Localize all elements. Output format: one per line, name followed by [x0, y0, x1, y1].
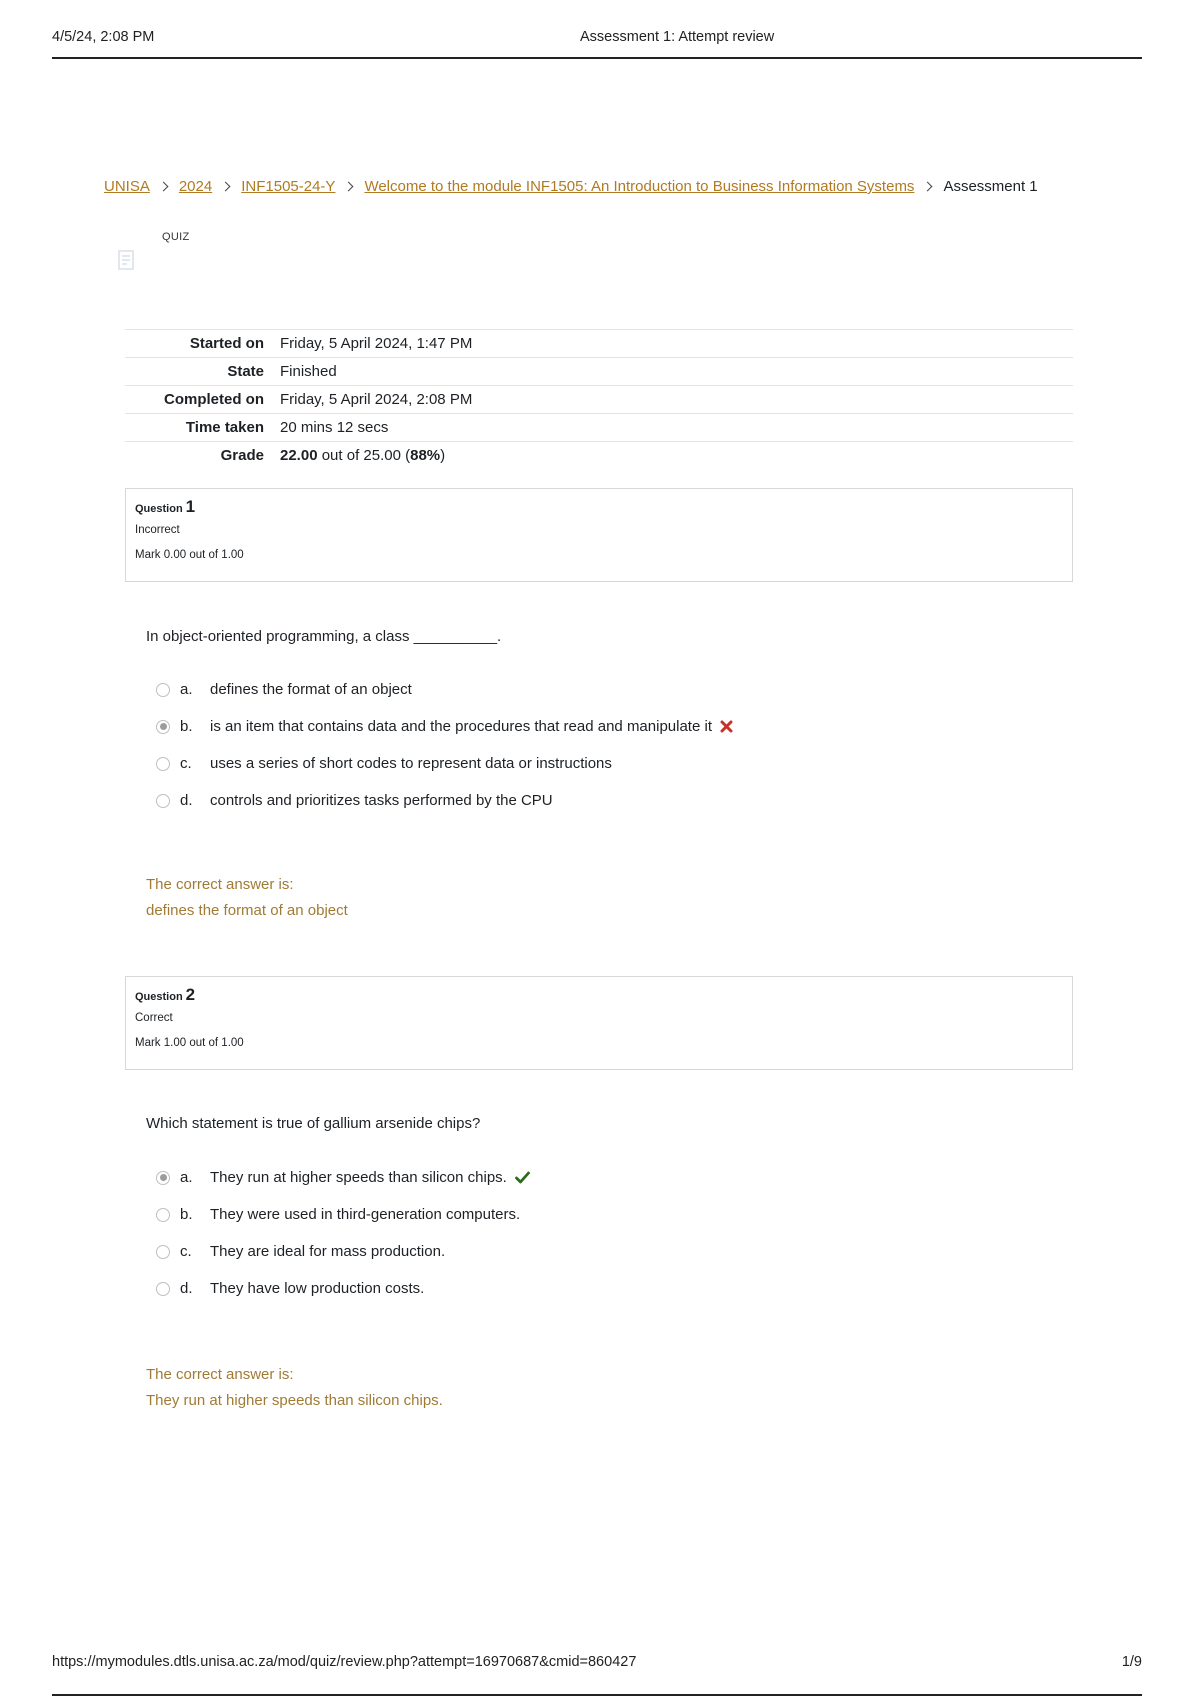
summary-row-grade [125, 442, 1073, 470]
grade-percent: 88% [410, 447, 441, 465]
radio-button[interactable] [156, 683, 170, 697]
summary-label: Started on [125, 330, 280, 358]
radio-button[interactable] [156, 757, 170, 771]
grade-label: Grade [125, 442, 280, 470]
incorrect-x-icon [720, 720, 733, 733]
summary-value: Friday, 5 April 2024, 1:47 PM [280, 330, 1073, 358]
answer-option[interactable] [156, 782, 733, 819]
chevron-right-icon [923, 182, 933, 192]
summary-row [125, 330, 1073, 358]
option-text: They have low production costs. [210, 1280, 425, 1297]
module-type-label: QUIZ [162, 231, 190, 243]
option-text: controls and prioritizes tasks performed by the CPU [210, 792, 553, 809]
answer-option[interactable] [156, 671, 733, 708]
breadcrumb-link-course[interactable]: INF1505-24-Y [241, 178, 336, 195]
question-number-value: 1 [185, 497, 196, 516]
print-footer [52, 1650, 1142, 1696]
chevron-right-icon [344, 182, 354, 192]
option-letter: a. [180, 681, 193, 698]
question-1-feedback [146, 872, 348, 924]
summary-row [125, 386, 1073, 414]
answer-option-selected[interactable] [156, 1159, 530, 1196]
question-label: Question [135, 503, 183, 515]
chevron-right-icon [158, 182, 168, 192]
feedback-label: The correct answer is: [146, 876, 294, 893]
breadcrumb-current: Assessment 1 [943, 178, 1038, 195]
page-number: 1/9 [1121, 1654, 1142, 1670]
question-2-options [156, 1159, 530, 1307]
question-number-value: 2 [185, 985, 196, 1004]
question-state: Incorrect [135, 524, 180, 536]
question-label: Question [135, 991, 183, 1003]
summary-row [125, 358, 1073, 386]
summary-label: Completed on [125, 386, 280, 414]
option-letter: c. [180, 755, 192, 772]
attempt-summary-table [125, 329, 1073, 470]
summary-label: Time taken [125, 414, 280, 442]
breadcrumb-link-welcome[interactable]: Welcome to the module INF1505: An Introduction to Business Information Systems [364, 178, 915, 195]
option-text: They are ideal for mass production. [210, 1243, 446, 1260]
question-number [135, 497, 1063, 521]
grade-out-of: out of 25.00 ( [317, 447, 411, 465]
radio-button[interactable] [156, 794, 170, 808]
breadcrumb [104, 178, 1038, 195]
radio-button[interactable] [156, 1208, 170, 1222]
option-letter: b. [180, 1206, 193, 1223]
option-letter: d. [180, 792, 193, 809]
correct-check-icon [515, 1171, 530, 1184]
feedback-answer: They run at higher speeds than silicon chips. [146, 1392, 443, 1409]
print-header [52, 26, 1142, 59]
question-1-info [125, 488, 1073, 582]
option-letter: c. [180, 1243, 192, 1260]
grade-value [280, 442, 1073, 470]
print-title: Assessment 1: Attempt review [580, 29, 775, 45]
option-text: They were used in third-generation computers. [210, 1206, 521, 1223]
question-1-options [156, 671, 733, 819]
answer-option-selected[interactable] [156, 708, 733, 745]
print-date: 4/5/24, 2:08 PM [52, 29, 155, 45]
chevron-right-icon [221, 182, 231, 192]
quiz-icon [118, 250, 136, 270]
summary-row [125, 414, 1073, 442]
summary-value: Finished [280, 358, 1073, 386]
option-letter: b. [180, 718, 193, 735]
feedback-answer: defines the format of an object [146, 902, 348, 919]
grade-close: ) [440, 447, 446, 465]
question-2-feedback [146, 1362, 443, 1414]
question-state: Correct [135, 1012, 173, 1024]
breadcrumb-link-unisa[interactable]: UNISA [104, 178, 150, 195]
feedback-label: The correct answer is: [146, 1366, 294, 1383]
print-url: https://mymodules.dtls.unisa.ac.za/mod/quiz/review.php?attempt=16970687&cmid=860427 [52, 1654, 637, 1670]
option-text: defines the format of an object [210, 681, 412, 698]
option-text: uses a series of short codes to represent data or instructions [210, 755, 612, 772]
answer-option[interactable] [156, 745, 733, 782]
grade-score: 22.00 [280, 447, 318, 465]
option-letter: a. [180, 1169, 193, 1186]
summary-label: State [125, 358, 280, 386]
breadcrumb-link-year[interactable]: 2024 [178, 178, 213, 195]
option-text: They run at higher speeds than silicon chips. [210, 1169, 507, 1186]
radio-button[interactable] [156, 1245, 170, 1259]
question-1-text: In object-oriented programming, a class __________. [146, 628, 502, 645]
radio-button-checked[interactable] [156, 1171, 170, 1185]
question-mark: Mark 1.00 out of 1.00 [135, 1037, 244, 1049]
radio-button-checked[interactable] [156, 720, 170, 734]
answer-option[interactable] [156, 1233, 530, 1270]
question-number [135, 985, 1063, 1009]
summary-value: Friday, 5 April 2024, 2:08 PM [280, 386, 1073, 414]
option-text: is an item that contains data and the procedures that read and manipulate it [210, 718, 712, 735]
radio-button[interactable] [156, 1282, 170, 1296]
answer-option[interactable] [156, 1196, 530, 1233]
question-2-text: Which statement is true of gallium arsenide chips? [146, 1115, 481, 1132]
option-letter: d. [180, 1280, 193, 1297]
question-mark: Mark 0.00 out of 1.00 [135, 549, 244, 561]
summary-value: 20 mins 12 secs [280, 414, 1073, 442]
answer-option[interactable] [156, 1270, 530, 1307]
question-2-info [125, 976, 1073, 1070]
